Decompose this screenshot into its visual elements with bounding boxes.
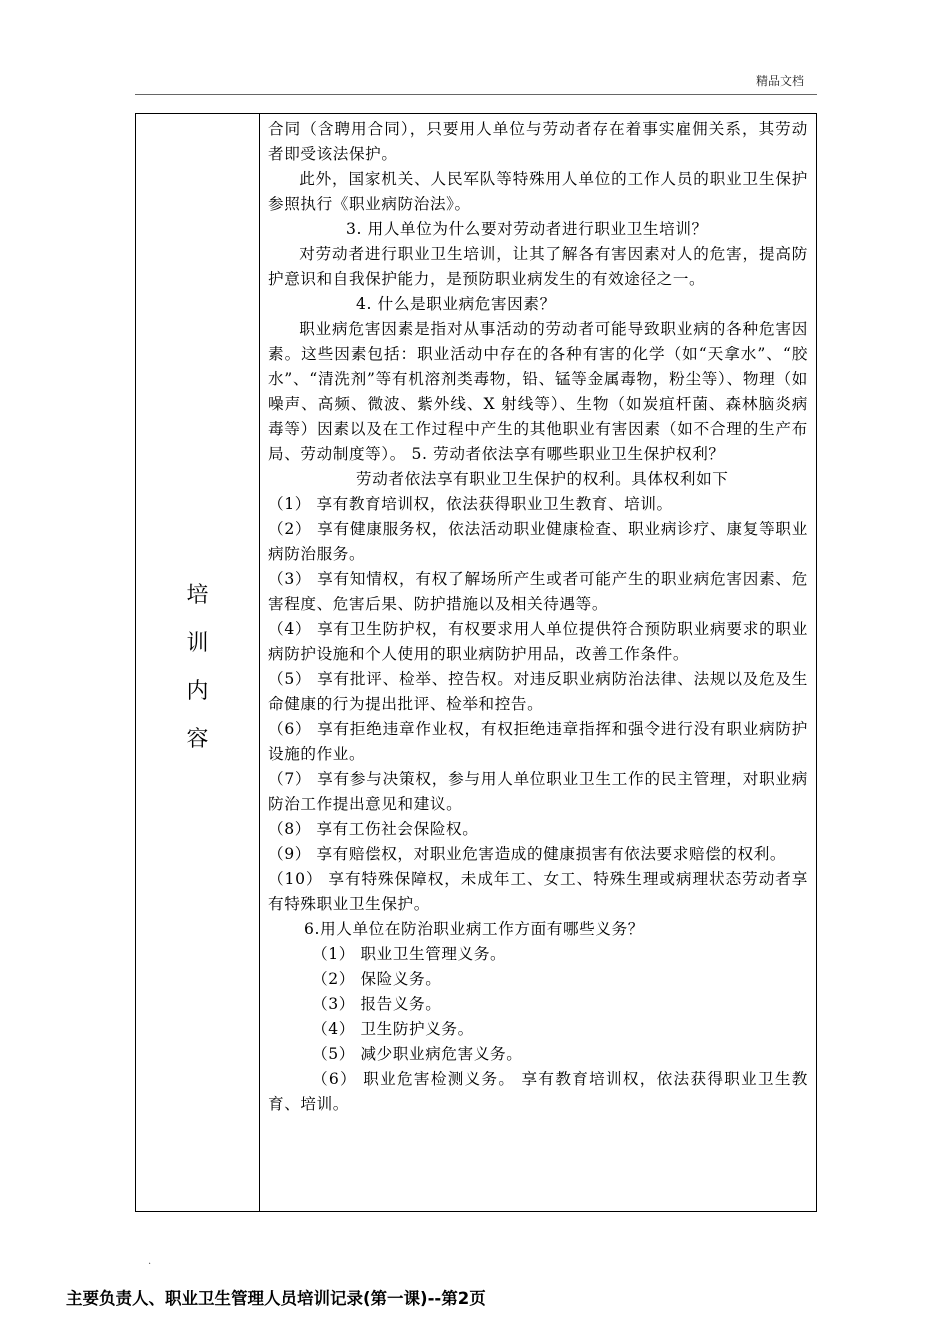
label-char: 训 (186, 630, 209, 656)
label-char: 容 (186, 726, 209, 752)
list-item: （7） 享有参与决策权，参与用人单位职业卫生工作的民主管理，对职业病防治工作提出意见和建议。 (268, 770, 808, 813)
question-heading: 4. 什么是职业病危害因素？ (356, 295, 556, 313)
list-item: （9） 享有赔偿权，对职业危害造成的健康损害有依法要求赔偿的权利。 (268, 845, 787, 863)
list-item: （3） 享有知情权，有权了解场所产生或者可能产生的职业病危害因素、危害程度、危害后果、防护措施以及相关待遇等。 (268, 570, 808, 613)
page-footer: 主要负责人、职业卫生管理人员培训记录(第一课)--第2页 (66, 1289, 486, 1308)
list-item: （2） 享有健康服务权，依法活动职业健康检查、职业病诊疗、康复等职业病防治服务。 (268, 520, 808, 563)
list-item: （10） 享有特殊保障权，未成年工、女工、特殊生理或病理状态劳动者享有特殊职业卫生保护。 (268, 870, 808, 913)
list-item: （3） 报告义务。 (312, 995, 442, 1013)
training-content-body (260, 114, 816, 1211)
header-rule (135, 94, 817, 95)
label-char: 培 (186, 582, 209, 608)
list-item: （5） 减少职业病危害义务。 (312, 1045, 523, 1063)
paragraph: 职业病危害因素是指对从事活动的劳动者可能导致职业病的各种危害因素。这些因素包括：职业活动中存在的各种有害的化学（如“天拿水”、“胶水”、“清洗剂”等有机溶剂类毒物，铅、锰等金属毒物，粉尘等）、物理（如噪声、高频、微波、紫外线、X 射线等）、生物（如炭疽杆菌、森林脑炎病毒等）因素以及在工作过程中产生的其他职业有害因素（如不合理的生产布局、劳动制度等）。 5. 劳动者依法享有哪些职业卫生保护权利？ (268, 320, 808, 463)
paragraph: 劳动者依法享有职业卫生保护的权利。具体权利如下 (356, 470, 729, 488)
training-record-table (135, 113, 817, 1212)
question-heading: 3. 用人单位为什么要对劳动者进行职业卫生培训？ (346, 220, 708, 238)
header-note: 精品文档 (755, 74, 804, 88)
paragraph: 此外，国家机关、人民军队等特殊用人单位的工作人员的职业卫生保护参照执行《职业病防治法》。 (268, 170, 808, 213)
list-item: （6） 享有拒绝违章作业权，有权拒绝违章指挥和强令进行没有职业病防护设施的作业。 (268, 720, 808, 763)
bottom-mark: . (148, 1256, 152, 1267)
label-char: 内 (186, 678, 209, 704)
list-item: （4） 卫生防护义务。 (312, 1020, 474, 1038)
training-content-label (136, 114, 260, 1211)
list-item: （8） 享有工伤社会保险权。 (268, 820, 479, 838)
question-heading: 6.用人单位在防治职业病工作方面有哪些义务？ (304, 920, 644, 938)
list-item: （1） 享有教育培训权，依法获得职业卫生教育、培训。 (268, 495, 673, 513)
list-item: （4） 享有卫生防护权，有权要求用人单位提供符合预防职业病要求的职业病防护设施和个人使用的职业病防护用品，改善工作条件。 (268, 620, 808, 663)
list-item: （2） 保险义务。 (312, 970, 442, 988)
list-item: （1） 职业卫生管理义务。 (312, 945, 507, 963)
paragraph: 对劳动者进行职业卫生培训，让其了解各有害因素对人的危害，提高防护意识和自我保护能力，是预防职业病发生的有效途径之一。 (268, 245, 808, 288)
list-item: （6） 职业危害检测义务。 享有教育培训权，依法获得职业卫生教育、培训。 (268, 1070, 808, 1113)
list-item: （5） 享有批评、检举、控告权。对违反职业病防治法律、法规以及危及生命健康的行为提出批评、检举和控告。 (268, 670, 808, 713)
paragraph: 合同（含聘用合同），只要用人单位与劳动者存在着事实雇佣关系，其劳动者即受该法保护。 (268, 120, 808, 163)
